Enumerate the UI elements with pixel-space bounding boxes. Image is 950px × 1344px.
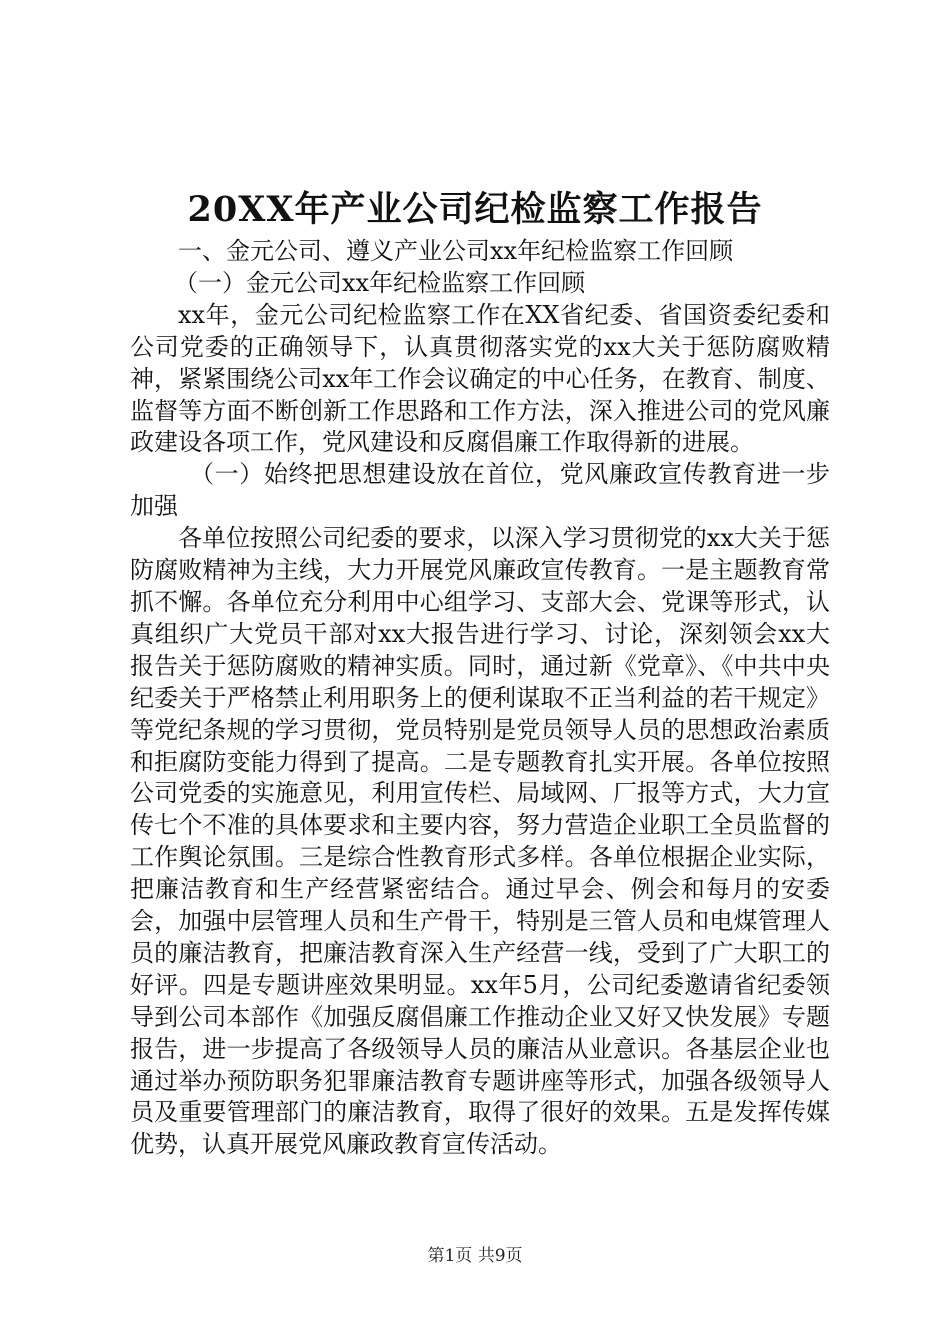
paragraph-1: xx年，金元公司纪检监察工作在XX省纪委、省国资委纪委和公司党委的正确领导下，认真贯彻落实党的xx大关于惩防腐败精神，紧紧围绕公司xx年工作会议确定的中心任务，在教育、制度、监督等方面不断创新工作思路和工作方法，深入推进公司的党风廉政建设各项工作，党风建设和反腐倡廉工作取得新的进展。 xyxy=(130,300,830,457)
paragraph-2: 各单位按照公司纪委的要求，以深入学习贯彻党的xx大关于惩防腐败精神为主线，大力开展党风廉政宣传教育。一是主题教育常抓不懈。各单位充分利用中心组学习、支部大会、党课等形式，认真组织广大党员干部对xx大报告进行学习、讨论，深刻领会xx大报告关于惩防腐败的精神实质。同时，通过新《党章》、《中共中央纪委关于严格禁止利用职务上的便利谋取不正当利益的若干规定》等党纪条规的学习贯彻，党员特别是党员领导人员的思想政治素质和拒腐防变能力得到了提高。二是专题教育扎实开展。各单位按照公司党委的实施意见，利用宣传栏、局域网、厂报等方式，大力宣传七个不准的具体要求和主要内容，努力营造企业职工全员监督的工作舆论氛围。三是综合性教育形式多样。各单位根据企业实际，把廉洁教育和生产经营紧密结合。通过早会、例会和每月的安委会，加强中层管理人员和生产骨干，特别是三管人员和电煤管理人员的廉洁教育，把廉洁教育深入生产经营一线，受到了广大职工的好评。四是专题讲座效果明显。xx年5月，公司纪委邀请省纪委领导到公司本部作《加强反腐倡廉工作推动企业又好又快发展》专题报告，进一步提高了各级领导人员的廉洁从业意识。各基层企业也通过举办预防职务犯罪廉洁教育专题讲座等形式，加强各级领导人员及重要管理部门的廉洁教育，取得了很好的效果。五是发挥传媒优势，认真开展党风廉政教育宣传活动。 xyxy=(130,524,830,1159)
page-indicator: 第1页 共9页 xyxy=(427,1246,523,1266)
document-title: 20XX年产业公司纪检监察工作报告 xyxy=(187,189,763,230)
section-heading-2: （一）金元公司xx年纪检监察工作回顾 xyxy=(174,268,586,297)
document-body xyxy=(130,236,830,1161)
section-heading-3: （一）始终把思想建设放在首位，党风廉政宣传教育进一步加强 xyxy=(130,460,830,521)
section-heading-1: 一、金元公司、遵义产业公司xx年纪检监察工作回顾 xyxy=(178,237,734,265)
